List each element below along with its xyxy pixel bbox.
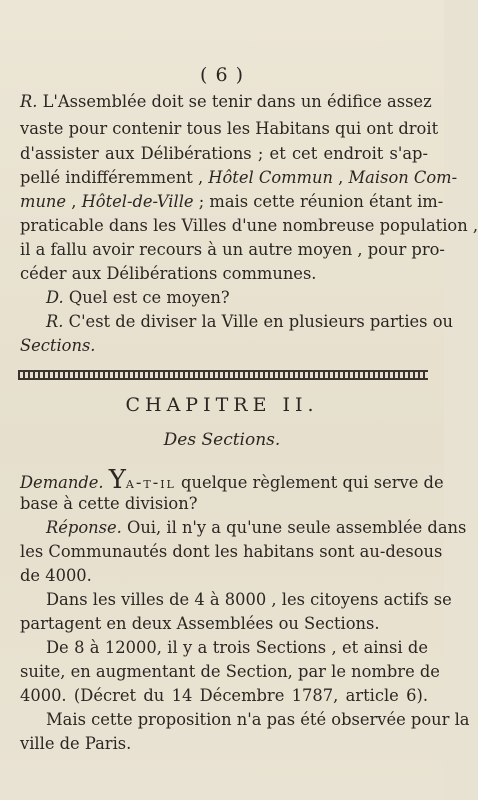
text-line [20,92,432,112]
text-line: ville de Paris. [20,734,132,753]
section-subtitle: Des Sections. [163,430,281,450]
text-line: base à cette division? [20,494,198,513]
text-span: Sections. [20,336,96,355]
text-line [46,518,467,538]
text-span: L'Assemblée doit se tenir dans un édifice assez [42,92,432,111]
question-label: Demande. [20,473,104,492]
text-line [20,192,444,212]
drop-cap: Y [108,465,126,495]
text-line [20,168,458,188]
text-line [20,465,444,495]
text-line: praticable dans les Villes d'une nombreuse population , [20,216,478,235]
section-divider [18,370,428,380]
reply-label: R. [46,312,64,331]
chapter-title: CHAPITRE II. [125,394,319,416]
text-span: , [332,168,349,187]
text-span: Maison Com- [348,168,458,187]
text-line: De 8 à 12000, il y a trois Sections , et ainsi de [46,638,428,657]
text-line: céder aux Délibérations communes. [20,264,317,283]
text-span: Hôtel-de-Ville [81,192,194,211]
text-span: mune [20,192,67,211]
text-line: les Communautés dont les habitans sont au-desous [20,542,443,561]
text-line [46,288,428,308]
text-span: a-t-il [125,473,176,492]
text-span: C'est de diviser la Ville en plusieurs parties ou [68,312,453,331]
text-line: vaste pour contenir tous les Habitans qui ont droit [20,119,439,138]
text-span: Quel est ce moyen? [68,288,230,307]
question-label: D. [46,288,64,307]
page-number: ( 6 ) [200,64,244,86]
text-span: Oui, il n'y a qu'une seule assemblée dans [126,518,467,537]
text-span: quelque règlement qui serve de [181,473,444,492]
text-line [20,336,428,356]
text-span: , [66,192,82,211]
text-span: pellé indifféremment , [20,168,209,187]
text-line: de 4000. [20,566,92,585]
text-line: Mais cette proposition n'a pas été observée pour la [46,710,470,729]
text-line: partagent en deux Assemblées ou Sections. [20,614,380,633]
text-line: Dans les villes de 4 à 8000 , les citoyens actifs se [46,590,452,609]
text-line: 4000. (Décret du 14 Décembre 1787, article 6). [20,686,428,705]
text-line: d'assister aux Délibérations ; et cet endroit s'ap- [20,144,428,163]
text-line: il a fallu avoir recours à un autre moyen , pour pro- [20,240,445,259]
text-line: suite, en augmentant de Section, par le nombre de [20,662,440,681]
text-line [46,312,453,332]
text-span: ; mais cette réunion étant im- [193,192,444,211]
reply-label: R. [20,92,38,111]
text-span: Hôtel Commun [208,168,333,187]
answer-label: Réponse. [46,518,122,537]
